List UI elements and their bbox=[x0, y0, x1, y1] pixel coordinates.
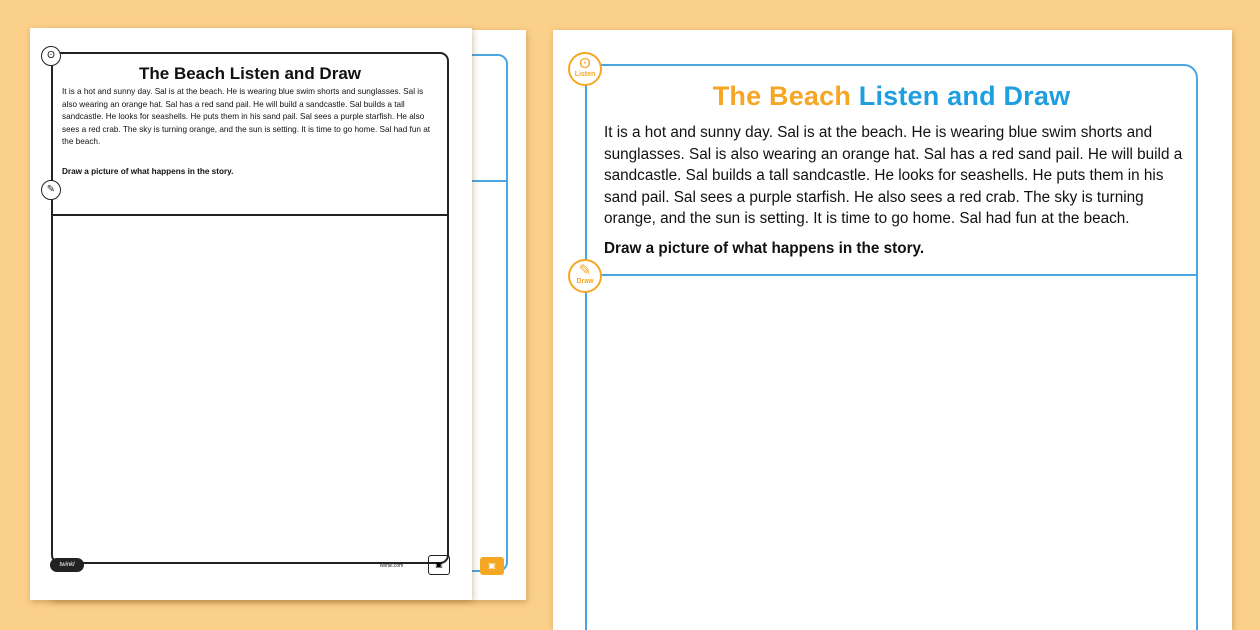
ear-icon: ʘ Listen bbox=[568, 52, 602, 86]
pencil-icon: ✎ bbox=[41, 180, 61, 200]
ear-icon: ʘ bbox=[41, 46, 61, 66]
twinkl-logo: twinkl bbox=[50, 558, 84, 572]
instruction-text: Draw a picture of what happens in the story. bbox=[604, 240, 925, 257]
bw-drawing-divider bbox=[51, 214, 449, 216]
color-worksheet-page bbox=[553, 30, 1232, 630]
page-title bbox=[585, 81, 1198, 112]
back-page-badge-icon: ▣ bbox=[480, 557, 504, 575]
footer-text: twinkl.com bbox=[380, 563, 404, 569]
listen-icon-label: Listen bbox=[574, 71, 596, 78]
draw-icon-label: Draw bbox=[576, 278, 594, 285]
bw-story-text: It is a hot and sunny day. Sal is at the beach. He is wearing blue swim shorts and sunglasses. Sal is also wearing an orange hat. Sal has a red sand pail. He will build a sandcastle. Sal builds a tall sandcastle. He looks for seashells. He puts them in his sand pail. Sal sees a purple starfish. He also sees a red crab. The sky is turning orange, and the sun is setting. It is time to go home. Sal had fun at the beach. bbox=[62, 87, 431, 146]
drawing-divider bbox=[585, 274, 1198, 276]
bw-instruction-text: Draw a picture of what happens in the story. bbox=[62, 167, 234, 176]
title-topic: The Beach bbox=[712, 81, 852, 111]
title-activity: Listen and Draw bbox=[858, 81, 1071, 111]
story-text: It is a hot and sunny day. Sal is at the beach. He is wearing blue swim shorts and sunglasses. Sal is also wearing an orange hat. Sal has a red sand pail. He will build a sandcastle. Sal builds a tall sandcastle. He looks for seashells. He puts them in his sand pail. Sal sees a purple starfish. He also sees a red crab. The sky is turning orange, and the sun is setting. It is time to go home. Sal had fun at the beach. bbox=[604, 124, 1183, 228]
bw-page-title: The Beach Listen and Draw bbox=[139, 64, 361, 83]
footer-badge-icon: ▣ bbox=[428, 555, 450, 575]
pencil-icon: ✎ Draw bbox=[568, 259, 602, 293]
bw-worksheet-page bbox=[30, 28, 472, 600]
